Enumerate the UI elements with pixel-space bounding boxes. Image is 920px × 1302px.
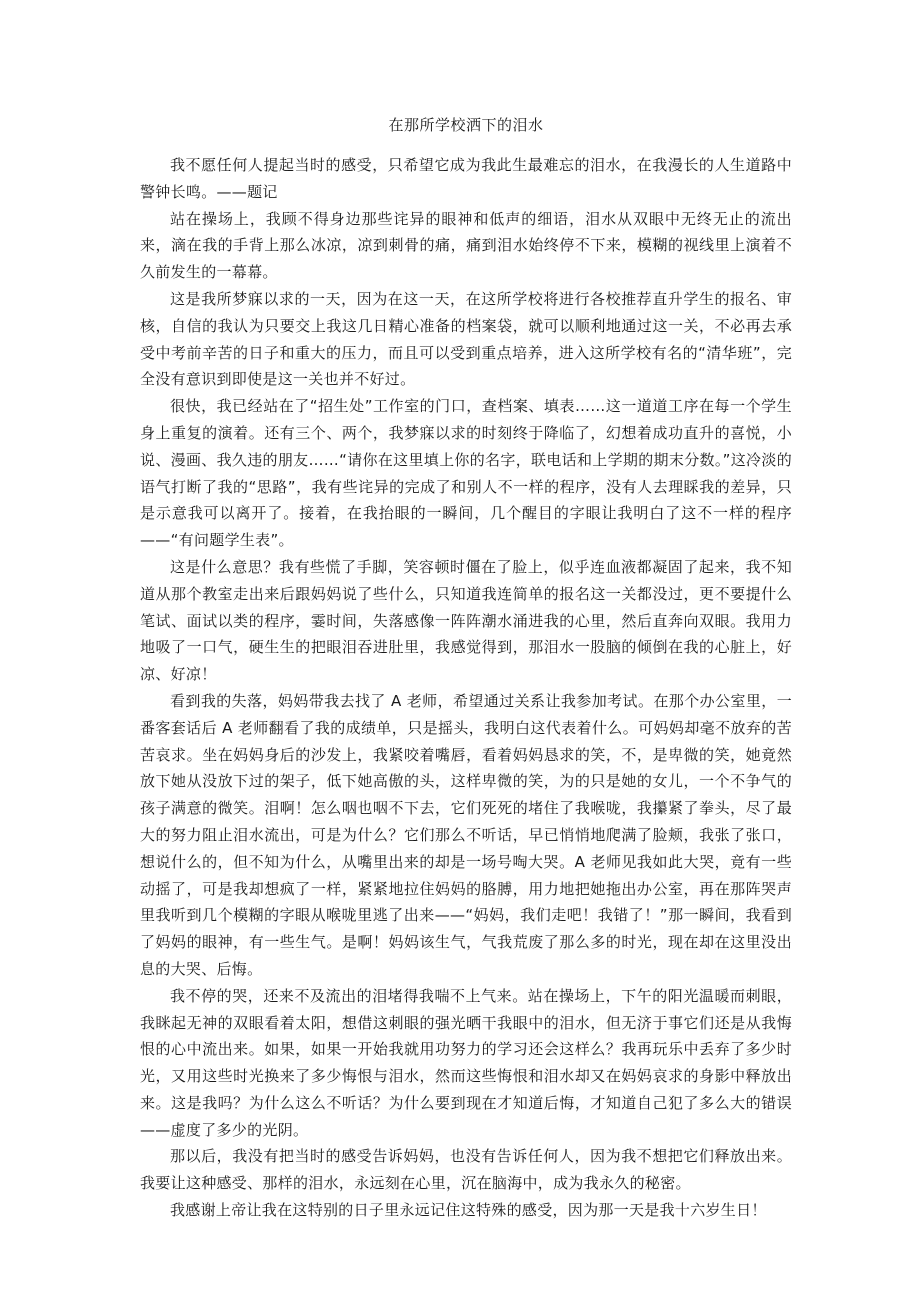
essay-body	[140, 112, 792, 1224]
paragraph: 这是什么意思？我有些慌了手脚，笑容顿时僵在了脸上，似乎连血液都凝固了起来，我不知道从那个教室走出来后跟妈妈说了些什么，只知道我连简单的报名这一关都没过，更不要提什么笔试、面试以类的程序，霎时间，失落感像一阵阵潮水涌进我的心里，然后直奔向双眼。我用力地吸了一口气，硬生生的把眼泪吞进肚里，我感觉得到，那泪水一股脑的倾倒在我的心脏上，好凉、好凉！	[140, 557, 792, 684]
essay-title: 在那所学校洒下的泪水	[388, 116, 544, 134]
paragraph-closing: 我感谢上帝让我在这特别的日子里永远记住这特殊的感受，因为那一天是我十六岁生日！	[170, 1201, 767, 1220]
paragraph: 站在操场上，我顾不得身边那些诧异的眼神和低声的细语，泪水从双眼中无终无止的流出来，滴在我的手背上那么冰凉，凉到刺骨的痛，痛到泪水始终停不下来，模糊的视线里上演着不久前发生的一幕幕。	[140, 209, 792, 282]
paragraph: 那以后，我没有把当时的感受告诉妈妈，也没有告诉任何人，因为我不想把它们释放出来。我要让这种感受、那样的泪水，永远刻在心里，沉在脑海中，成为我永久的秘密。	[140, 1147, 792, 1193]
paragraph: 这是我所梦寐以求的一天，因为在这一天，在这所学校将进行各校推荐直升学生的报名、审核，自信的我认为只要交上我这几日精心准备的档案袋，就可以顺利地通过这一关，不必再去承受中考前辛苦的日子和重大的压力，而且可以受到重点培养，进入这所学校有名的“清华班”，完全没有意识到即使是这一关也并不好过。	[140, 289, 792, 389]
paragraph: 我不停的哭，还来不及流出的泪堵得我喘不上气来。站在操场上，下午的阳光温暖而刺眼，我眯起无神的双眼看着太阳，想借这刺眼的强光晒干我眼中的泪水，但无济于事它们还是从我悔恨的心中流出来。如果，如果一开始我就用功努力的学习还会这样么？我再玩乐中丢弃了多少时光，又用这些时光换来了多少悔恨与泪水，然而这些悔恨和泪水却又在妈妈哀求的身影中释放出来。这是我吗？为什么这么不听话？为什么要到现在才知道后悔，才知道自己犯了多么大的错误——虚度了多少的光阴。	[140, 986, 792, 1139]
paragraph: 看到我的失落，妈妈带我去找了 A 老师，希望通过关系让我参加考试。在那个办公室里，一番客套话后 A 老师翻看了我的成绩单，只是摇头，我明白这代表着什么。可妈妈却毫不放弃的苦苦哀求。坐在妈妈身后的沙发上，我紧咬着嘴唇，看着妈妈恳求的笑，不，是卑微的笑，她竟然放下她从没放下过的架子，低下她高傲的头，这样卑微的笑，为的只是她的女儿，一个不争气的孩子满意的微笑。泪啊！怎么咽也咽不下去，它们死死的堵住了我喉咙，我攥紧了拳头，尽了最大的努力阻止泪水流出，可是为什么？它们那么不听话，早已悄悄地爬满了脸颊，我张了张口，想说什么的，但不知为什么，从嘴里出来的却是一场号啕大哭。A 老师见我如此大哭，竟有一些动摇了，可是我却想疯了一样，紧紧地拉住妈妈的胳膊，用力地把她拖出办公室，再在那阵哭声里我听到几个模糊的字眼从喉咙里逃了出来——“妈妈，我们走吧！我错了！”那一瞬间，我看到了妈妈的眼神，有一些生气。是啊！妈妈该生气，气我荒废了那么多的时光，现在却在这里没出息的大哭、后悔。	[140, 691, 792, 978]
paragraph-epigraph: 我不愿任何人提起当时的感受，只希望它成为我此生最难忘的泪水，在我漫长的人生道路中警钟长鸣。——题记	[140, 156, 792, 201]
paragraph: 很快，我已经站在了“招生处”工作室的门口，查档案、填表……这一道道工序在每一个学生身上重复的演着。还有三个、两个，我梦寐以求的时刻终于降临了，幻想着成功直升的喜悦，小说、漫画、我久违的朋友……“请你在这里填上你的名字，联电话和上学期的期末分数。”这冷淡的语气打断了我的“思路”，我有些诧异的完成了和别人不一样的程序，没有人去理睬我的差异，只是示意我可以离开了。接着，在我抬眼的一瞬间，几个醒目的字眼让我明白了这不一样的程序——“有问题学生表”。	[140, 397, 792, 550]
